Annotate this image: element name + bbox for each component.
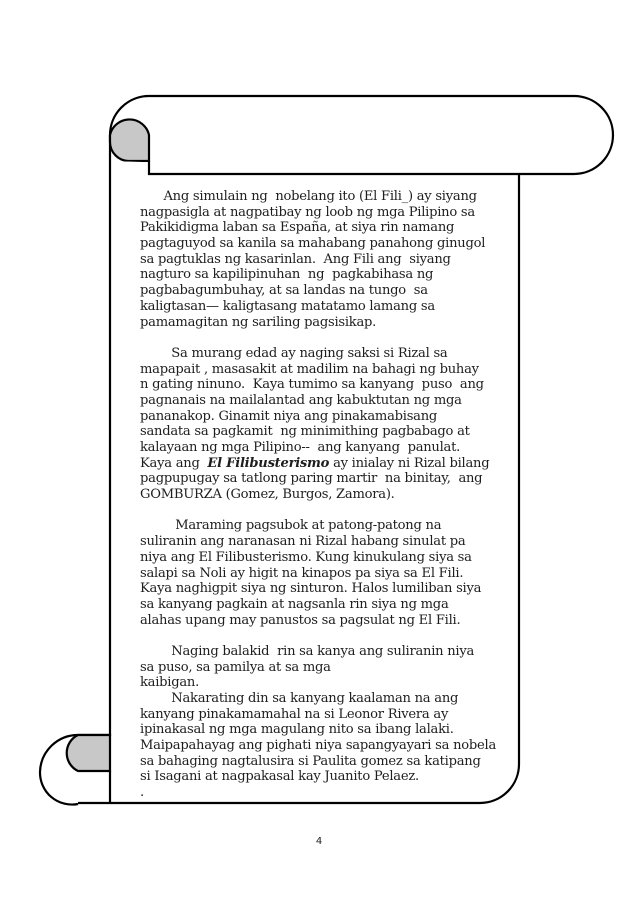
text-line: Naging balakid rin sa kanya ang suliranin niya: [140, 643, 475, 659]
page-number: 4: [315, 836, 323, 847]
text-line: Maipapahayag ang pighati niya sapangyayari sa nobela: [140, 738, 497, 754]
text-line: GOMBURZA (Gomez, Burgos, Zamora).: [140, 487, 395, 503]
text-line: sa pagtuklas ng kasarinlan. Ang Fili ang siyang: [140, 251, 451, 267]
text-line: sa kanyang pagkain at nagsanla rin siya ng mga: [140, 596, 449, 612]
novel-title-emphasis: El Filibusterismo: [207, 455, 330, 471]
scroll-top-curl: [110, 119, 149, 161]
paragraph-3: [140, 518, 490, 628]
text-line: Maraming pagsubok at patong-patong na: [140, 518, 442, 534]
text-line: pagtaguyod sa kanila sa mahabang panahong ginugol: [140, 236, 486, 252]
text-line: pananakop. Ginamit niya ang pinakamabisang: [140, 408, 438, 424]
text-line: kaibigan.: [140, 675, 200, 691]
text-line: kalayaan ng mga Pilipino-- ang kanyang panulat.: [140, 440, 461, 455]
text-line: pagbabagumbuhay, at sa landas na tungo sa: [140, 283, 428, 299]
text-line: pagpupugay sa tatlong paring martir na binitay, ang: [140, 471, 483, 487]
text-line: sa bahaging nagtalusira si Paulita gomez sa katipang: [140, 753, 481, 769]
text-line: sandata sa pagkamit ng minimithing pagbabago at: [140, 424, 470, 440]
text-line: Ang simulain ng nobelang ito (El Fili_) ay siyang: [140, 189, 477, 204]
text-line: n gating ninuno. Kaya tumimo sa kanyang puso ang: [140, 377, 484, 393]
paragraph-4: [140, 643, 497, 801]
text-line: kanyang pinakamamahal na si Leonor Rivera ay: [140, 706, 449, 722]
text-line-mixed: [140, 456, 490, 472]
text-line: Pakikidigma laban sa España, at siya rin namang: [140, 220, 455, 236]
text-segment: ay inialay ni Rizal bilang: [329, 455, 490, 471]
text-line: Sa murang edad ay naging saksi si Rizal sa: [140, 345, 448, 361]
text-line: .: [140, 785, 144, 801]
text-line: suliranin ang naranasan ni Rizal habang sinulat pa: [140, 534, 466, 550]
text-line: pamamagitan ng sariling pagsisikap.: [140, 314, 377, 330]
text-line: si Isagani at nagpakasal kay Juanito Pelaez.: [140, 769, 419, 785]
text-line: alahas upang may panustos sa pagsulat ng El Fili.: [140, 612, 461, 628]
paragraph-2: [140, 346, 490, 503]
text-segment: Kaya ang: [140, 455, 208, 471]
text-line: mapapait , masasakit at madilim na bahagi ng buhay: [140, 361, 479, 377]
text-line: pagnanais na mailalantad ang kabuktutan ng mga: [140, 392, 462, 408]
text-line: kaligtasan— kaligtasang matatamo lamang sa: [140, 298, 435, 314]
text-line: salapi sa Noli ay higit na kinapos pa siya sa El Fili.: [140, 565, 464, 581]
text-line: niya ang El Filibusterismo. Kung kinukulang siya sa: [140, 549, 472, 565]
text-line: ipinakasal ng mga magulang nito sa ibang lalaki.: [140, 722, 454, 738]
text-line: Nakarating din sa kanyang kaalaman na ang: [140, 691, 459, 706]
text-line: Kaya naghigpit siya ng sinturon. Halos lumiliban siya: [140, 581, 482, 597]
scroll-bottom-curl: [67, 735, 110, 771]
text-line: nagturo sa kapilipinuhan ng pagkabihasa ng: [140, 267, 434, 283]
text-line: sa puso, sa pamilya at sa mga: [140, 659, 331, 675]
paragraph-1: [140, 189, 490, 330]
text-line: nagpasigla at nagpatibay ng loob ng mga Pilipino sa: [140, 204, 475, 220]
body-text: [140, 189, 497, 801]
